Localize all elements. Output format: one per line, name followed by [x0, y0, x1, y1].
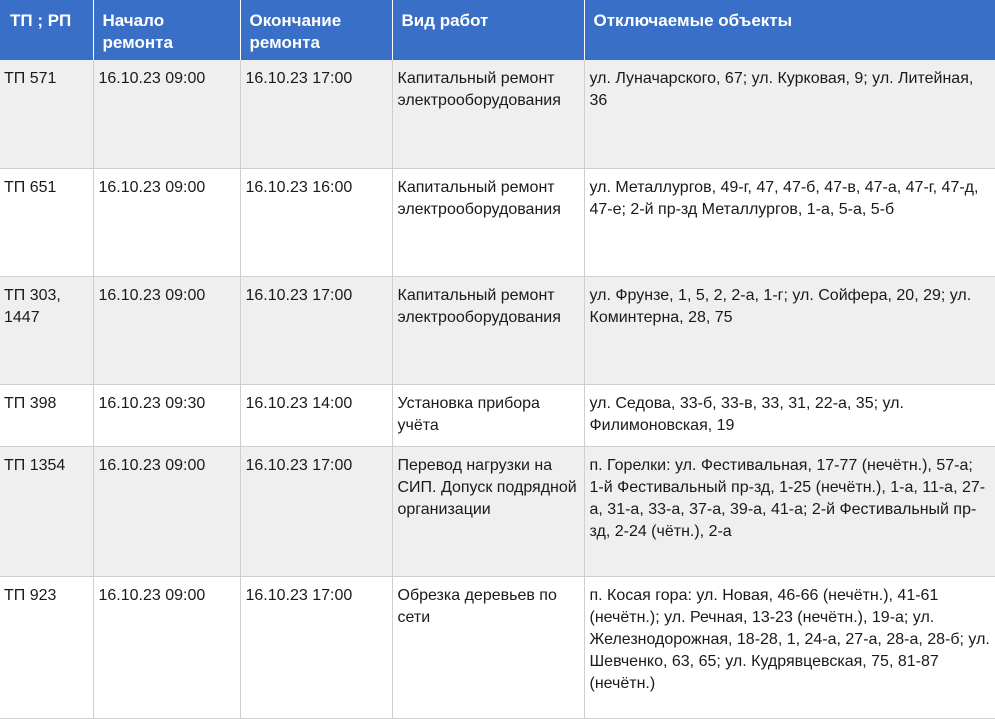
cell-work-type: Капитальный ремонт электрооборудования — [392, 276, 584, 384]
cell-work-type: Капитальный ремонт электрооборудования — [392, 168, 584, 276]
cell-start: 16.10.23 09:00 — [93, 446, 240, 576]
header-work-type: Вид работ — [392, 0, 584, 60]
table-row — [0, 60, 995, 168]
header-row — [0, 0, 995, 60]
cell-objects: ул. Седова, 33-б, 33-в, 33, 31, 22-а, 35; ул. Филимоновская, 19 — [584, 384, 995, 446]
cell-end: 16.10.23 17:00 — [240, 446, 392, 576]
header-start: Начало ремонта — [93, 0, 240, 60]
cell-substation: ТП 1354 — [0, 446, 93, 576]
cell-substation: ТП 303, 1447 — [0, 276, 93, 384]
cell-end: 16.10.23 14:00 — [240, 384, 392, 446]
cell-objects: п. Косая гора: ул. Новая, 46-66 (нечётн.), 41-61 (нечётн.); ул. Речная, 13-23 (нечётн.), 19-а; ул. Железнодорожная, 18-28, 1, 24-а, 27-а, 28-а, 28-б; ул. Шевченко, 63, 65; ул. Кудрявцевская, 75, 81-87 (нечётн.) — [584, 576, 995, 718]
cell-substation: ТП 923 — [0, 576, 93, 718]
header-end: Окончание ремонта — [240, 0, 392, 60]
cell-work-type: Обрезка деревьев по сети — [392, 576, 584, 718]
cell-start: 16.10.23 09:00 — [93, 576, 240, 718]
cell-objects: ул. Луначарского, 67; ул. Курковая, 9; ул. Литейная, 36 — [584, 60, 995, 168]
cell-objects: п. Горелки: ул. Фестивальная, 17-77 (нечётн.), 57-а; 1-й Фестивальный пр-зд, 1-25 (нечётн.), 1-а, 11-а, 27-а, 31-а, 33-а, 37-а, 39-а, 41-а; 2-й Фестивальный пр-зд, 2-24 (чётн.), 2-а — [584, 446, 995, 576]
cell-start: 16.10.23 09:00 — [93, 60, 240, 168]
cell-work-type: Установка прибора учёта — [392, 384, 584, 446]
table-row — [0, 168, 995, 276]
header-substation: ТП ; РП — [0, 0, 93, 60]
cell-end: 16.10.23 17:00 — [240, 576, 392, 718]
cell-substation: ТП 398 — [0, 384, 93, 446]
cell-end: 16.10.23 16:00 — [240, 168, 392, 276]
table-row — [0, 576, 995, 718]
cell-start: 16.10.23 09:00 — [93, 276, 240, 384]
cell-objects: ул. Металлургов, 49-г, 47, 47-б, 47-в, 47-а, 47-г, 47-д, 47-е; 2-й пр-зд Металлургов, 1-а, 5-а, 5-б — [584, 168, 995, 276]
cell-start: 16.10.23 09:00 — [93, 168, 240, 276]
cell-start: 16.10.23 09:30 — [93, 384, 240, 446]
cell-work-type: Капитальный ремонт электрооборудования — [392, 60, 584, 168]
cell-work-type: Перевод нагрузки на СИП. Допуск подрядной организации — [392, 446, 584, 576]
cell-objects: ул. Фрунзе, 1, 5, 2, 2-а, 1-г; ул. Сойфера, 20, 29; ул. Коминтерна, 28, 75 — [584, 276, 995, 384]
table-row — [0, 384, 995, 446]
table-row — [0, 446, 995, 576]
header-objects: Отключаемые объекты — [584, 0, 995, 60]
table-row — [0, 276, 995, 384]
cell-end: 16.10.23 17:00 — [240, 60, 392, 168]
cell-substation: ТП 571 — [0, 60, 93, 168]
cell-substation: ТП 651 — [0, 168, 93, 276]
cell-end: 16.10.23 17:00 — [240, 276, 392, 384]
